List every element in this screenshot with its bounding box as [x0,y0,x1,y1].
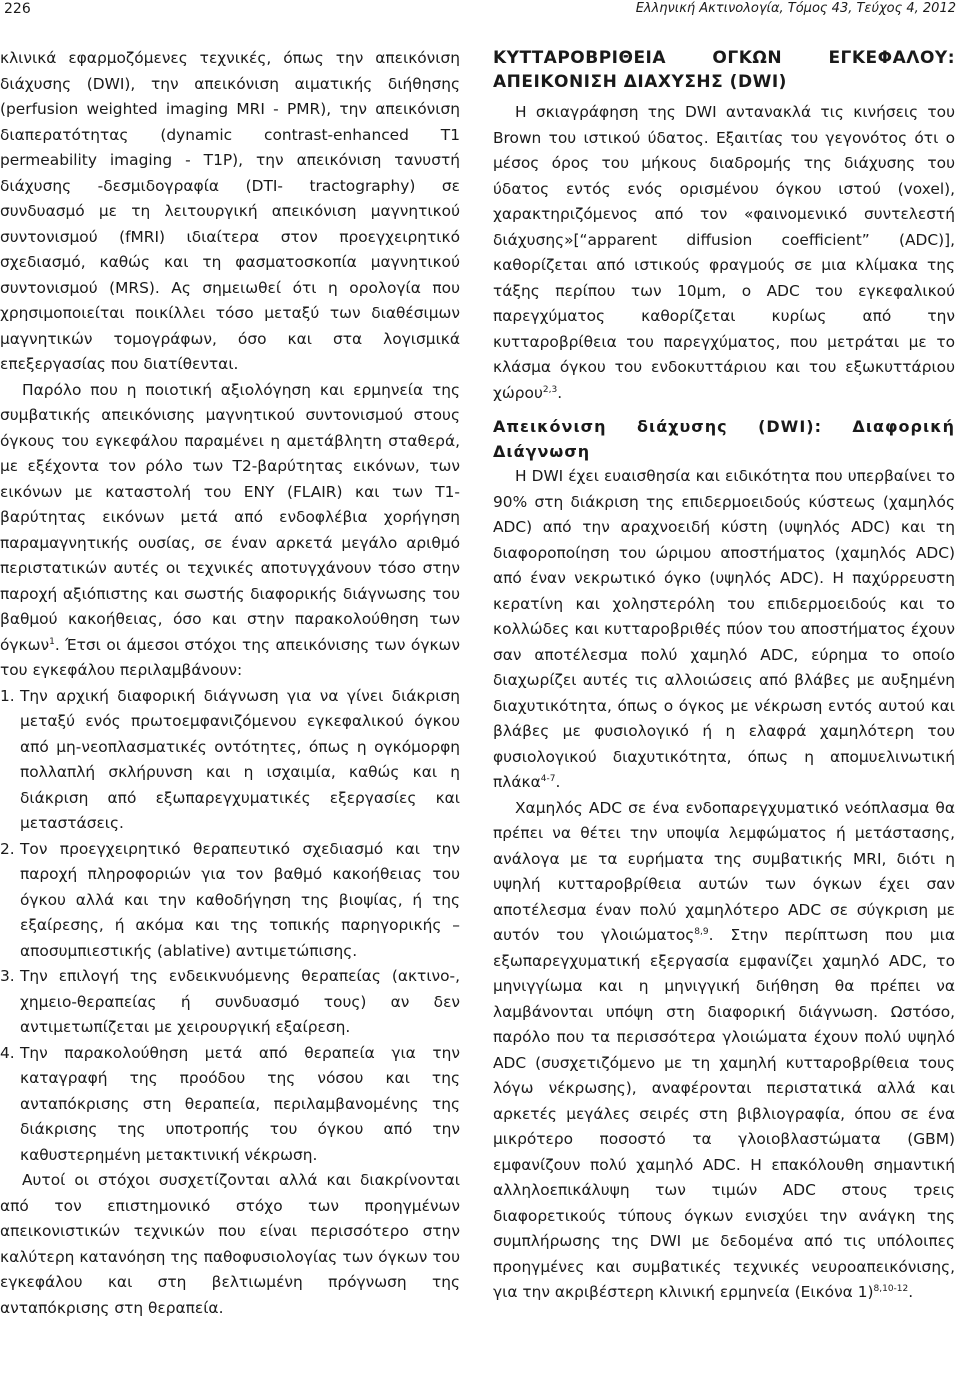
subsection-heading: Απεικόνιση διάχυσης (DWI): Διαφορική Διάγνωση [493,417,955,461]
list-item [0,1041,460,1169]
list-text: Την επιλογή της ενδεικνυόμενης θεραπείας (ακτινο-, χημειο-θεραπείας ή συνδυασμό τους) αν δεν αντιμετωπίζεται με χειρουργική εξαίρεση. [20,967,460,1036]
paragraph-text: Παρόλο που η ποιοτική αξιολόγηση και ερμηνεία της συμβατικής απεικόνισης μαγνητικού συντονισμού στους όγκους του εγκεφάλου παραμένει η αμετάβλητη σταθερά, με εξέχοντα τον ρόλο των T2-βαρύτητας εικόνων, των εικόνων με καταστολή του ΕΝΥ (FLAIR) και των T1-βαρύτητας εικόνων μετά από ενδοφλέβια χορήγηση παραμαγνητικής ουσίας, σε έναν αρκετά μεγάλο αριθμό περιστατικών αυτές οι τεχνικές αποτυγχάνουν τόσο στην παροχή αξιόπιστης και σωστής διαφορικής διάγνωσης του βαθμού κακοήθειας, όσο και στην παρακολούθηση των όγκων [0,380,460,654]
paragraph-text: . Έτσι οι άμεσοι στόχοι της απεικόνισης των όγκων του εγκεφάλου περιλαμβάνουν: [0,635,460,679]
citation: 8,9 [694,926,709,937]
page-number: 226 [4,1,31,17]
list-item [0,837,460,965]
paragraph-text: Η DWI έχει ευαισθησία και ειδικότητα που υπερβαίνει το 90% στη διάκριση της επιδερμοειδούς κύστεως (χαμηλός ADC) από την αραχνοειδή κύστη (υψηλός ADC) και τη διαφοροποίηση του ώριμου αποστήματος (χαμηλός ADC) από έναν νεκρωτικό όγκο (υψηλός ADC). Η παχύρρευστη κερατίνη και χοληστερόλη του επιδερμοειδούς και το κολλώδες και κυτταροβριθές πύον του αποστήματος έχουν σαν αποτέλεσμα πολύ χαμηλό ADC, εύρημα το οποίο διαχωρίζει αυτές τις αλλοιώσεις από βλάβες με αυξημένη διαχυτικότητα, όπως ο όγκος με νέκρωση εντός αυτού και βλάβες με φυσιολογικό ή η ελαφρά χαμηλότερη του φυσιολογικού διαχυτικότητα, όπως η απομυελινωτική πλάκα [493,467,955,791]
paragraph-text: . [555,773,561,791]
list-text: Τον προεγχειρητικό θεραπευτικό σχεδιασμό και την παροχή πληροφοριών για τον βαθμό κακοήθειας του όγκου αλλά και την καθοδήγηση της βιοψίας, ή της εξαίρεσης, ή ακόμα και της τοπικής παρηγορικής – αποσυμπιεστικής (ablative) αντιμετώπισης. [20,839,460,960]
paragraph-text: . [908,1283,914,1301]
list-number: 2. [0,839,15,858]
paragraph-text: . Στην περίπτωση που μια εξωπαρεγχυματική εξεργασία εμφανίζει χαμηλό ADC, το μηνιγγίωμα και η μηνιγγική διήθηση θα πρέπει να λαμβάνονται υπόψη στη διαφορική διάγνωση. Ωστόσο, παρόλο που τα περισσότερα γλοιώματα έχουν πολύ υψηλό ADC (συσχετιζόμενο με τη χαμηλή κυτταροβρίθεια τους λόγω νέκρωσης), αναφέρονται περιστατικά αλλά και αρκετές μεγάλες σειρές στη βιβλιογραφία, όπου σε ένα μικρότερο ποσοστό τα γλοιοβλαστώματα (GBM) εμφανίζουν πολύ χαμηλό ADC. Η επακόλουθη σημαντική αλληλοεπικάλυψη των τιμών ADC στους τρεις διαφορετικούς τύπους όγκων ενισχύει την ανάγκη της συμπλήρωσης της DWI με δεδομένα από τις υπόλοιπες προηγμένες και συμβατικές τεχνικές νευροαπεικόνισης, για την ακριβέστερη κλινική ερμηνεία (Εικόνα 1) [493,926,955,1301]
right-column [493,46,955,1306]
paragraph [0,378,460,684]
goals-list [0,684,460,1169]
list-number: 3. [0,967,15,985]
citation: 1 [49,636,55,647]
closing-paragraph: Αυτοί οι στόχοι συσχετίζονται αλλά και διακρίνονται από τον επιστημονικό στόχο των προηγμένων απεικονιστικών τεχνικών που είναι περισσότερο στην καλύτερη κατανόηση της παθοφυσιολογίας των όγκων του εγκεφάλου και στη βελτιωμένη πρόγνωση της ανταπόκρισης στη θεραπεία. [0,1171,460,1317]
left-column [0,46,460,1321]
citation: 2,3 [542,384,558,395]
section-title: ΚΥΤΤΑΡΟΒΡΙΘΕΙΑ ΟΓΚΩΝ ΕΓΚΕΦΑΛΟΥ: ΑΠΕΙΚΟΝΙΣΗ ΔΙΑΧΥΣΗΣ (DWI) [493,48,955,92]
intro-paragraph: κλινικά εφαρμοζόμενες τεχνικές, όπως την απεικόνιση διάχυσης (DWI), την απεικόνιση αιματικής διήθησης (perfusion weighted imaging MRI - PMR), την απεικόνιση διαπερατότητας (dynamic contrast-enhanced T1 permeability imaging - T1P), την απεικόνιση τανυστή διάχυσης -δεσμιδογραφία (DTI- tractography) σε συνδυασμό με τη λειτουργική απεικόνιση μαγνητικού συντονισμού (fMRI) ιδιαίτερα στον προεγχειρητικό σχεδιασμό, καθώς και τη φασματοσκοπία μαγνητικού συντονισμού (MRS). Ας σημειωθεί ότι η ορολογία που χρησιμοποιείται ποικίλλει τόσο μεταξύ των διαθέσιμων μαγνητικών τομογράφων, όσο και στα λογισμικά επεξεργασίας που διατίθενται. [0,49,460,373]
paragraph [493,100,955,406]
paragraph-text: Χαμηλός ADC σε ένα ενδοπαρεγχυματικό νεόπλασμα θα πρέπει να θέτει την υποψία λεμφώματος ή μετάστασης, ανάλογα με τα ευρήματα της συμβατικής MRI, διότι η υψηλή κυτταροβρίθεια αυτών των όγκων έχει σαν αποτέλεσμα έναν πολύ χαμηλότερο ADC σε σύγκριση με αυτόν του γλοιώματος [493,798,955,944]
page-header [0,0,960,22]
paragraph-text: . [557,383,563,402]
paragraph-text: Η σκιαγράφηση της DWI αντανακλά τις κινήσεις του Brown του ιστικού ύδατος. Εξαιτίας του γεγονότος ότι ο μέσος όρος του μήκους διαδρομής της διάχυσης του ύδατος εντός ενός ορισμένου όγκου ιστού (voxel), χαρακτηριζόμενος από τον «φαινομενικό συντελεστή διάχυσης»[“apparent diffusion coefficient” (ADC)], καθορίζεται από ιστικούς φραγμούς σε μια κλίμακα της τάξης περίπου των 10μm, ο ADC του εγκεφαλικού παρεγχύματος καθορίζεται κυρίως από την κυτταροβρίθεια του παρεγχύματος, που μετράται με το κλάσμα όγκου του ενδοκυττάριου και του εξωκυττάριου χώρου [493,103,955,402]
citation: 8,10-12 [873,1283,909,1294]
citation: 4-7 [540,773,556,784]
list-item [0,964,460,1041]
list-text: Την παρακολούθηση μετά από θεραπεία για την καταγραφή της προόδου της νόσου και της ανταπόκρισης στη θεραπεία, περιλαμβανομένης της διάκρισης της υποτροπής του όγκου από την καθυστερημένη μετακτινική νέκρωση. [20,1043,460,1164]
list-number: 1. [0,686,15,705]
list-number: 4. [0,1043,15,1062]
paragraph [493,796,955,1306]
paragraph [493,464,955,796]
list-text: Την αρχική διαφορική διάγνωση για να γίνει διάκριση μεταξύ ενός πρωτοεμφανιζόμενου εγκεφαλικού όγκου από μη-νεοπλασματικές οντότητες, όπως η ογκόμορφη πολλαπλή σκλήρυνση και η ισχαιμία, καθώς και η διάκριση από εξωπαρεγχυματικές εξεργασίες και μεταστάσεις. [20,686,460,832]
list-item [0,684,460,837]
journal-citation: Ελληνική Ακτινολογία, Τόμος 43, Τεύχος 4, 2012 [635,1,956,16]
